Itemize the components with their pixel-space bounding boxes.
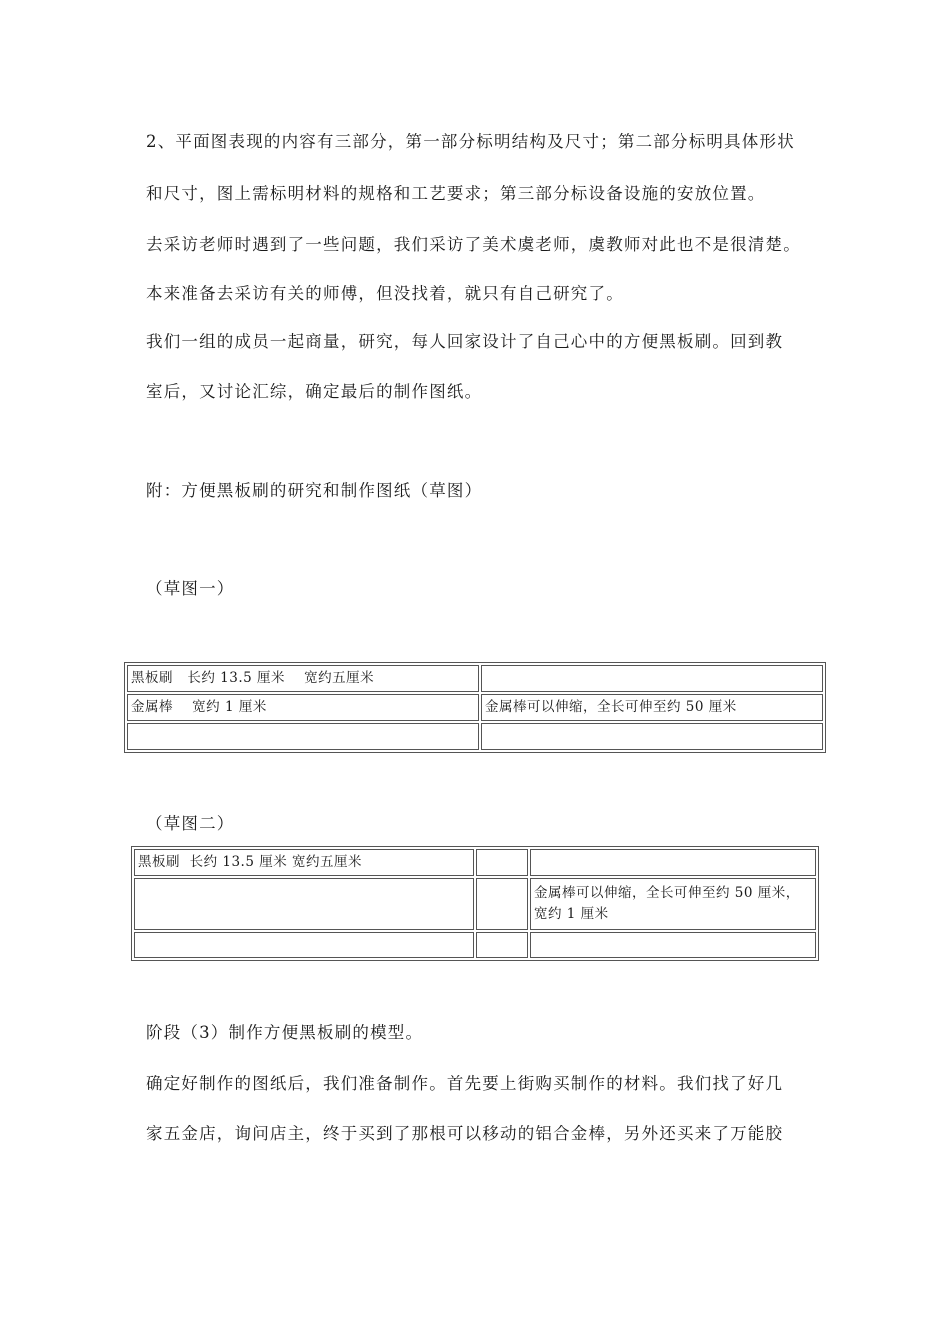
paragraph-line: 2、平面图表现的内容有三部分，第一部分标明结构及尺寸；第二部分标明具体形状 [146, 132, 795, 151]
paragraph-line: 本来准备去采访有关的师傅，但没找着，就只有自己研究了。 [146, 284, 624, 303]
table-cell [134, 878, 474, 930]
table-cell [476, 849, 528, 876]
cell-text: 黑板刷 长约 13.5 厘米 宽约五厘米 [138, 854, 363, 870]
appendix-title: 附：方便黑板刷的研究和制作图纸（草图） [146, 481, 483, 500]
table-cell [127, 723, 479, 750]
cell-text: 金属棒可以伸缩，全长可伸至约 50 厘米，宽约 1 厘米 [534, 885, 800, 922]
table-cell [530, 849, 816, 876]
table-cell [530, 878, 816, 930]
paragraph-line: 和尺寸，图上需标明材料的规格和工艺要求；第三部分标设备设施的安放位置。 [146, 184, 766, 203]
table-cell [481, 694, 823, 721]
table-row [134, 878, 816, 930]
cell-text: 金属棒 宽约 1 厘米 [131, 699, 267, 715]
table-cell [134, 932, 474, 958]
table-row [134, 849, 816, 876]
draft1-caption: （草图一） [146, 579, 235, 598]
table-cell [481, 665, 823, 692]
table-cell [476, 878, 528, 930]
table-cell [481, 723, 823, 750]
table-row [134, 932, 816, 958]
cell-text: 黑板刷 长约 13.5 厘米 宽约五厘米 [131, 670, 375, 686]
paragraph-line: 去采访老师时遇到了一些问题，我们采访了美术虞老师，虞教师对此也不是很清楚。 [146, 235, 801, 254]
table-row [127, 665, 823, 692]
paragraph-line: 家五金店，询问店主，终于买到了那根可以移动的铝合金棒，另外还买来了万能胶 [146, 1124, 784, 1143]
table-cell [127, 665, 479, 692]
table-cell [134, 849, 474, 876]
draft1-table [124, 662, 826, 753]
paragraph-line: 我们一组的成员一起商量，研究，每人回家设计了自己心中的方便黑板刷。回到教 [146, 332, 784, 351]
table-cell [476, 932, 528, 958]
table-cell [530, 932, 816, 958]
table-row [127, 694, 823, 721]
cell-text: 金属棒可以伸缩，全长可伸至约 50 厘米 [485, 699, 737, 715]
stage-heading: 阶段（3）制作方便黑板刷的模型。 [146, 1023, 424, 1042]
draft2-table [131, 846, 819, 961]
table-cell [127, 694, 479, 721]
table-row [127, 723, 823, 750]
paragraph-line: 室后，又讨论汇综，确定最后的制作图纸。 [146, 382, 483, 401]
paragraph-line: 确定好制作的图纸后，我们准备制作。首先要上街购买制作的材料。我们找了好几 [146, 1074, 784, 1093]
draft2-caption: （草图二） [146, 814, 235, 833]
